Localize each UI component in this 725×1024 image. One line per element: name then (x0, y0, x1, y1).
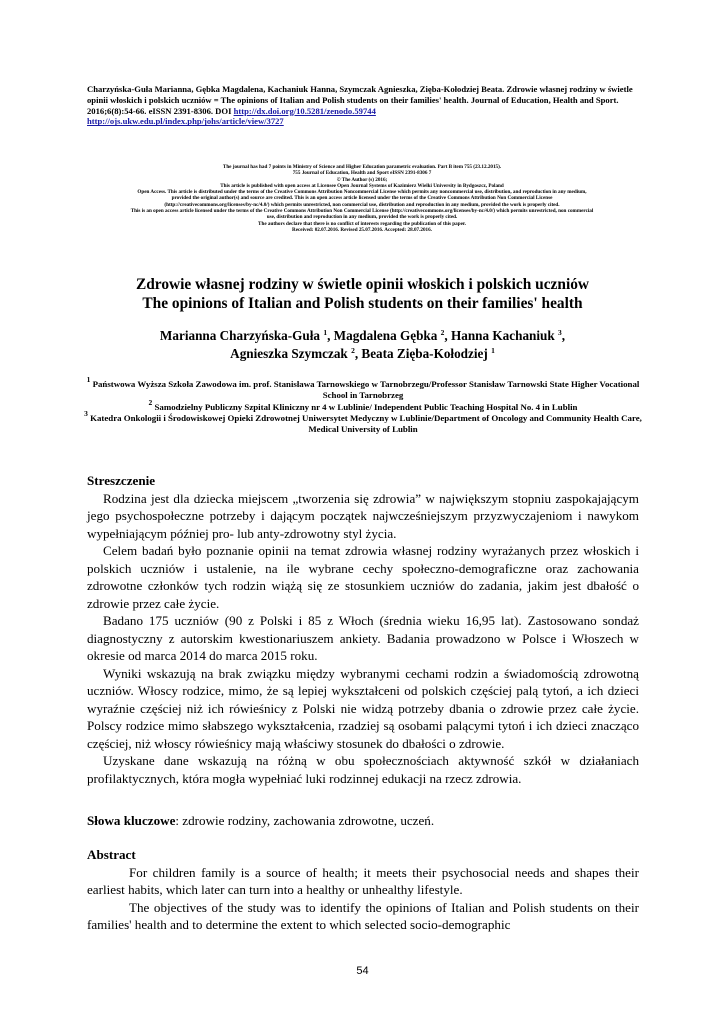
streszczenie-section (87, 472, 639, 787)
author-list: Marianna Charzyńska-Guła $^1$, Magdalena Gębka $^2$, Hanna Kachaniuk $^3$, Agnieszka Szymczak $^2$, Beata Zięba-Kołodziej $^1$ (159, 328, 566, 361)
author-name: Magdalena Gębka (333, 328, 438, 343)
abstract-section (87, 846, 639, 934)
affiliation-item: $^2$ Samodzielny Publiczny Szpital Kliniczny nr 4 w Lublinie/ Independent Public Teaching Hospital No. 4 in Lublin (148, 397, 578, 412)
notice-line: (http://creativecommons.org/licenses/by-nc/4.0/) which permits unrestricted, non commercial use, distribution and reproduction in any medium, provided the work is properly cited. (164, 201, 560, 208)
paragraph: The objectives of the study was to identify the opinions of Italian and Polish students on their families' health and to determine the extent to which selected socio-demographic (87, 899, 639, 932)
author-affiliation-mark: 1 (491, 346, 495, 355)
doi-link[interactable]: http://dx.doi.org/10.5281/zenodo.59744 (233, 105, 376, 116)
notice-line: © The Author (s) 2016; (336, 176, 388, 183)
title-english: The opinions of Italian and Polish students on their families' health (142, 295, 583, 312)
paragraph: Badano 175 uczniów (90 z Polski i 85 z Włoch (średnia wieku 16,95 lat). Zastosowano sondaż diagnostyczny z autorskim kwestionariuszem ankiety. Badania prowadzono w Polsce i Włoszech w okresie od marca 2014 do marca 2015 roku. (87, 613, 639, 663)
notice-line: provided the original author(s) and source are credited. This is an open access article licensed under the terms of the Creative Commons Attribution Non Commercial License (171, 195, 553, 202)
keywords (87, 812, 639, 830)
author-name: Hanna Kachaniuk (451, 328, 555, 343)
paragraph: Uzyskane dane wskazują na różną w obu społecznościach aktywność szkół w działaniach profilaktycznych, która mogła wypełniać luki rodzinnej edukacji na rzecz zdrowia. (87, 753, 639, 786)
citation-block (87, 84, 639, 127)
section-heading: Streszczenie (87, 473, 156, 488)
author-affiliation-mark: 2 (351, 346, 355, 355)
notice-line: The journal has had 7 points in Ministry of Science and Higher Education parametric evaluation. Part B item 755 (23.12.2015). (222, 164, 502, 170)
article-url-link[interactable]: http://ojs.ukw.edu.pl/index.php/johs/article/view/3727 (87, 116, 284, 127)
paragraph: For children family is a source of health; it meets their psychosocial needs and shapes their earliest habits, which later can turn into a healthy or unhealthy lifestyle. (87, 864, 639, 897)
affiliation-item: $^3$ Katedra Onkologii i Środowiskowej Opieki Zdrowotnej Uniwersytet Medyczny w Lublinie/Department of Oncology and Community Health Care, Medical University of Lublin (84, 408, 642, 435)
author-affiliation-mark: 3 (558, 328, 562, 337)
affiliation-item: $^1$ Państwowa Wyższa Szkoła Zawodowa im. prof. Stanisława Tarnowskiego w Tarnobrzegu/Professor Stanisław Tarnowski State Higher Vocational School in Tarnobrzeg (86, 375, 640, 401)
page-number: 54 (356, 965, 369, 977)
paragraph: Celem badań było poznanie opinii na temat zdrowia własnej rodziny wyrażanych przez włoskich i polskich uczniów i ustalenie, na ile wybrane cechy społeczno-demograficzne oraz zachowania zdrowotne członków tych rodzin wiążą się ze stosunkiem uczniów do zadania, jakim jest dbałość o zdrowie przez całe życie. (87, 543, 639, 611)
author-name: Marianna Charzyńska-Guła (159, 328, 321, 343)
notice-line: This is an open access article licensed under the terms of the Creative Commons Attribution Non Commercial License (http://creativecommons.org/licenses/by-nc/4.0/) which permits unrestricted, non commercial (130, 208, 594, 215)
journal-license-notice (56, 164, 668, 233)
article-title (60, 275, 665, 313)
author-name: Agnieszka Szymczak (230, 346, 348, 361)
notice-line: Received: 02.07.2016. Revised 25.07.2016. Accepted: 28.07.2016. (292, 226, 432, 233)
notice-line: The authors declare that there is no conflict of interests regarding the publication of this paper. (258, 220, 466, 227)
author-affiliation-mark: 1 (323, 328, 328, 337)
notice-line: Open Access. This article is distributed under the terms of the Creative Commons Attribution Noncommercial License which permits any noncommercial use, distribution, and reproduction in any medium, (137, 189, 587, 196)
citation-text: Charzyńska-Guła Marianna, Gębka Magdalena, Kachaniuk Hanna, Szymczak Agnieszka, Zięba-Kołodziej Beata. Zdrowie własnej rodziny w świetle opinii włoskich i polskich uczniów = The opinions of Italian and Polish students on their families' health. Journal of Education, Health and Sport. 2016;6(8):54-66. eISSN 2391-8306. DOI (87, 84, 633, 116)
paragraph: Rodzina jest dla dziecka miejscem „tworzenia się zdrowia” w największym stopniu zaspokajającym jego psychospołeczne potrzeby i dającym początek najwcześniejszym przyzwyczajeniom i nawykom wypełniającym później pro- lub anty-zdrowotny styl życia. (87, 490, 639, 541)
notice-line: 755 Journal of Education, Health and Sport eISSN 2391-8306 7 (292, 170, 432, 177)
affiliations (78, 375, 648, 435)
notice-line: use, distribution and reproduction in any medium, provided the work is properly cited. (266, 214, 458, 221)
paragraph: Wyniki wskazują na brak związku między wybranymi cechami rodzin a świadomością zdrowotną uczniów. Włoscy rodzice, mimo, że są lepiej wykształceni od polskich częściej palą tytoń, a ich dzieci wyraźnie częściej niż ich rówieśnicy z Polski nie widzą potrzeby dbania o zdrowie przez całe życie. Polscy rodzice mimo słabszego wykształcenia, rzadziej są osobami palącymi tytoń i ich dzieci znacząco częściej, niż włoscy rówieśnicy mają właściwy stosunek do dbałości o zdrowie. (87, 665, 639, 751)
title-polish: Zdrowie własnej rodziny w świetle opinii włoskich i polskich uczniów (135, 276, 590, 293)
keywords-label: Słowa kluczowe (87, 813, 176, 828)
author-affiliation-mark: 2 (440, 328, 445, 337)
notice-line: This article is published with open access at Licensee Open Journal Systems of Kazimierz Wielki University in Bydgoszcz, Poland (220, 182, 504, 189)
section-heading: Abstract (87, 847, 136, 862)
author-name: Beata Zięba-Kołodziej (361, 346, 488, 361)
keywords-text: : zdrowie rodziny, zachowania zdrowotne, uczeń. (175, 813, 435, 828)
